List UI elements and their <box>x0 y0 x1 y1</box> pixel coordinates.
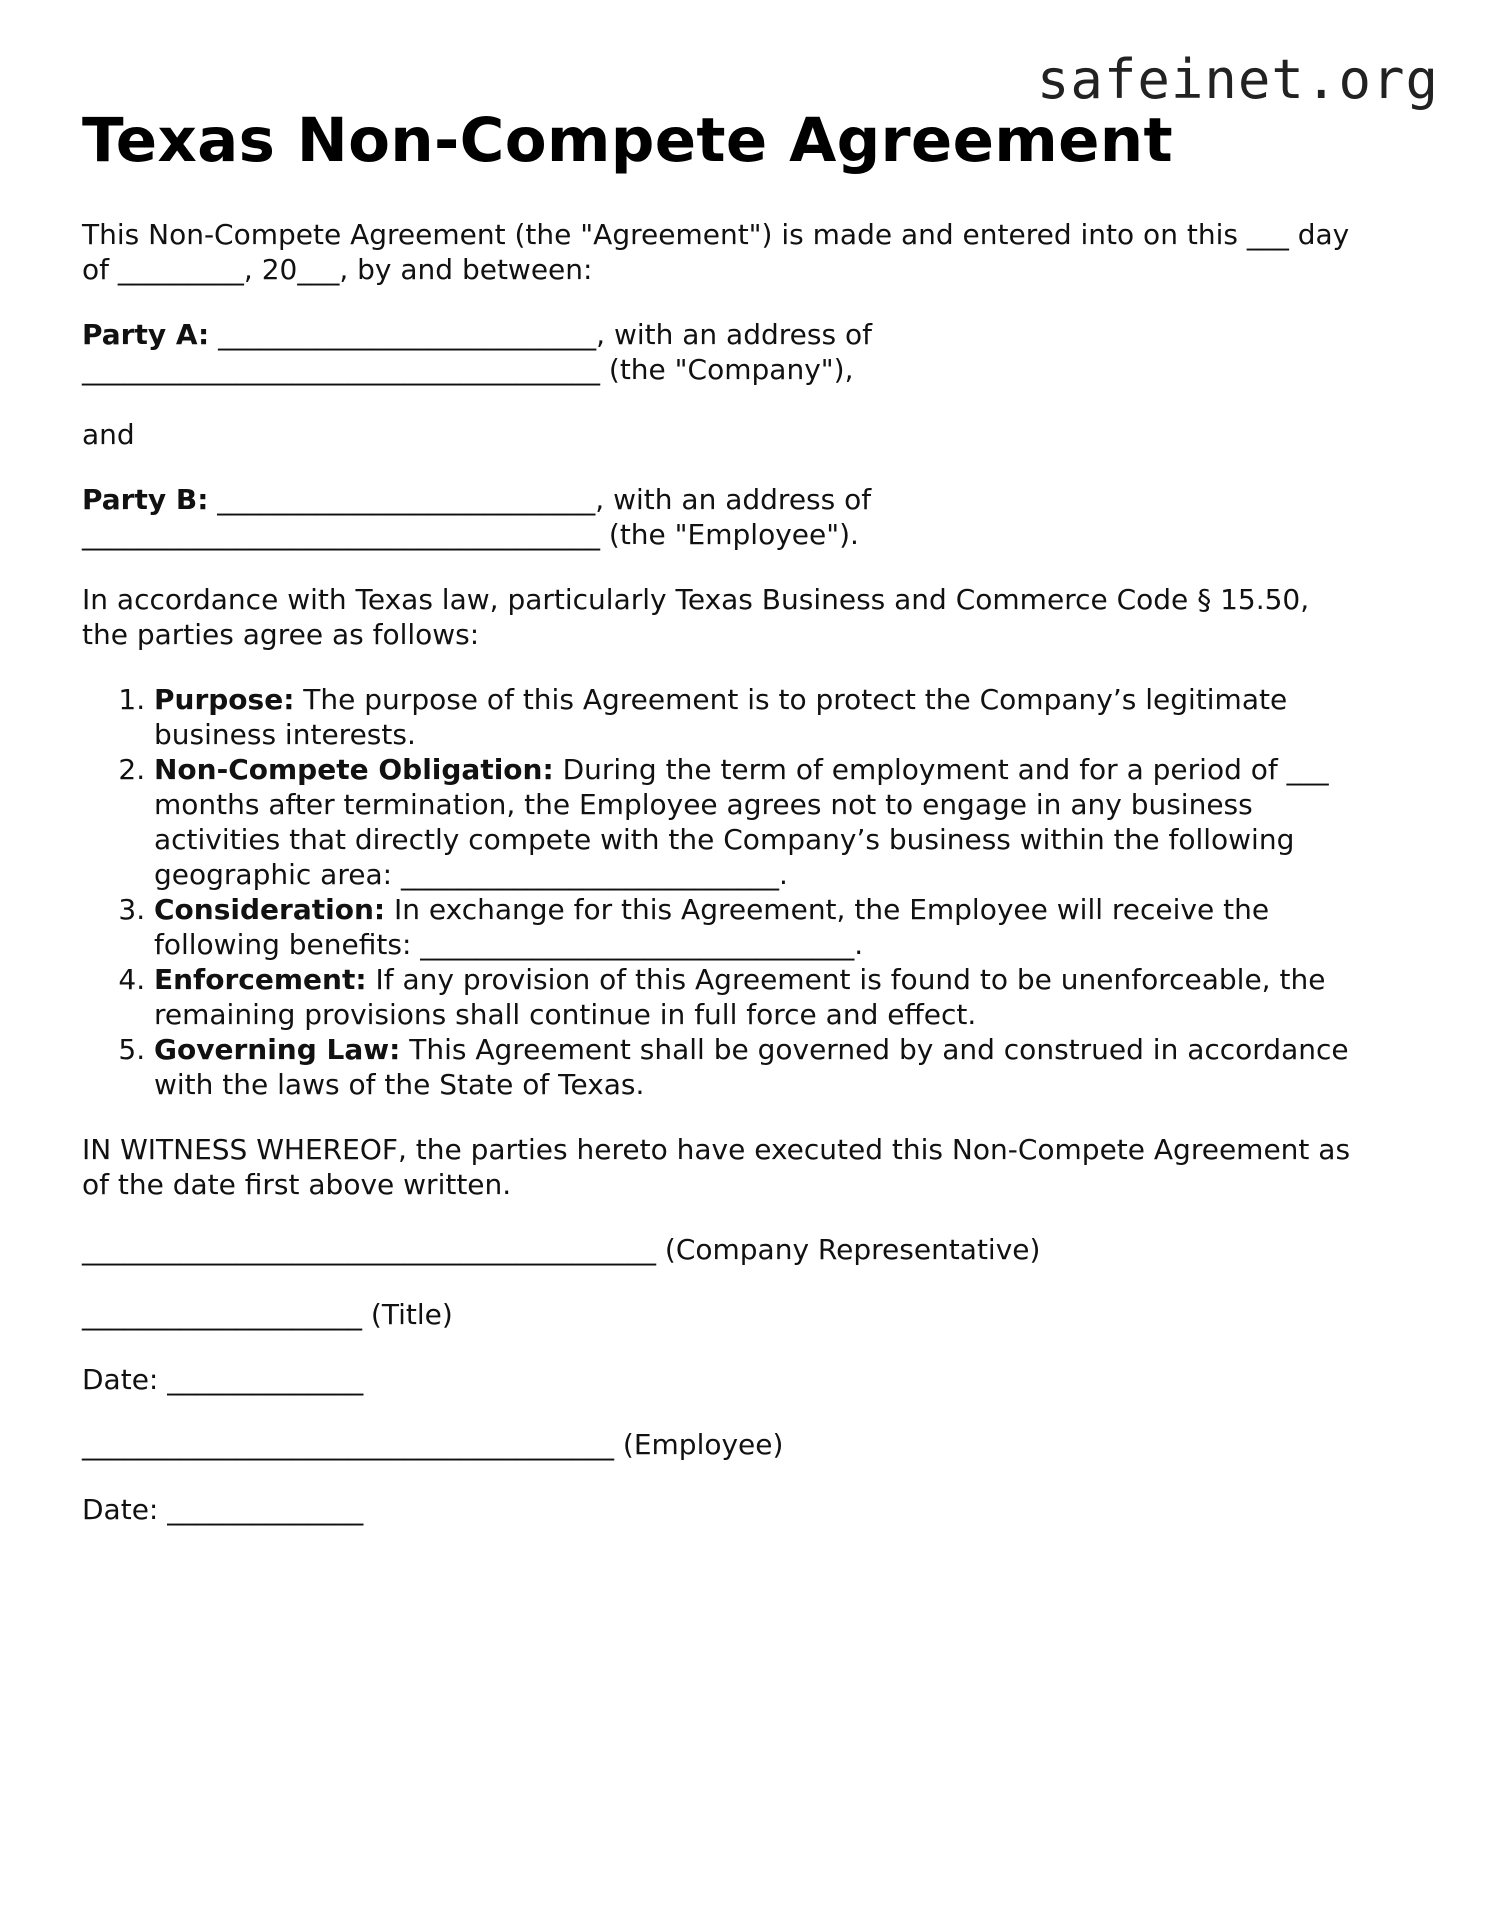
and-text: and <box>82 418 135 451</box>
clause-heading: Enforcement: <box>154 963 367 996</box>
law-line-1: In accordance with Texas law, particularly Texas Business and Commerce Code § 15.50, <box>82 583 1310 616</box>
party-a-paragraph <box>82 317 1412 387</box>
party-b-label: Party B: <box>82 483 209 516</box>
clause-enforcement <box>154 962 1412 1032</box>
intro-line-2: of _________, 20___, by and between: <box>82 253 593 286</box>
clause-text: months after termination, the Employee agrees not to engage in any business <box>154 788 1253 821</box>
law-line-2: the parties agree as follows: <box>82 618 480 651</box>
clause-text: If any provision of this Agreement is found to be unenforceable, the <box>366 963 1326 996</box>
clause-text: following benefits: _______________________________. <box>154 928 864 961</box>
document-title: Texas Non-Compete Agreement <box>82 105 1173 176</box>
clause-consideration <box>154 892 1412 962</box>
company-representative-signature-line: _________________________________________ (Company Representative) <box>82 1233 1041 1266</box>
clause-text: business interests. <box>154 718 416 751</box>
clause-heading: Governing Law: <box>154 1033 401 1066</box>
clause-text: This Agreement shall be governed by and construed in accordance <box>400 1033 1349 1066</box>
witness-line-2: of the date first above written. <box>82 1168 512 1201</box>
clause-text: activities that directly compete with the Company’s business within the following <box>154 823 1295 856</box>
intro-line-1: This Non-Compete Agreement (the "Agreement") is made and entered into on this ___ day <box>82 218 1350 251</box>
clause-text: During the term of employment and for a period of ___ <box>553 753 1329 786</box>
clause-non-compete <box>154 752 1412 892</box>
clause-heading: Purpose: <box>154 683 295 716</box>
witness-line-1: IN WITNESS WHEREOF, the parties hereto have executed this Non-Compete Agreement as <box>82 1133 1351 1166</box>
law-paragraph <box>82 582 1412 652</box>
clause-text: remaining provisions shall continue in full force and effect. <box>154 998 977 1031</box>
intro-paragraph <box>82 217 1412 287</box>
employee-signature-line: ______________________________________ (Employee) <box>82 1428 784 1461</box>
document-body <box>82 100 1412 1527</box>
title-signature-line: ____________________ (Title) <box>82 1298 453 1331</box>
clause-governing-law <box>154 1032 1412 1102</box>
watermark-text: safeinet.org <box>1036 48 1439 111</box>
clause-text: In exchange for this Agreement, the Employee will receive the <box>385 893 1270 926</box>
company-date-line: Date: ______________ <box>82 1363 364 1396</box>
party-a-label: Party A: <box>82 318 210 351</box>
party-b-line-1: ___________________________, with an address of <box>208 483 872 516</box>
clause-text: with the laws of the State of Texas. <box>154 1068 645 1101</box>
party-b-line-2: _____________________________________ (the "Employee"). <box>82 518 859 551</box>
employee-date-line: Date: ______________ <box>82 1493 364 1526</box>
clause-heading: Non-Compete Obligation: <box>154 753 554 786</box>
clauses-list <box>82 682 1412 1102</box>
clause-text: geographic area: ___________________________. <box>154 858 788 891</box>
party-b-paragraph <box>82 482 1412 552</box>
party-a-line-2: _____________________________________ (the "Company"), <box>82 353 854 386</box>
clause-heading: Consideration: <box>154 893 386 926</box>
clause-purpose <box>154 682 1412 752</box>
party-a-line-1: ___________________________, with an address of <box>209 318 872 351</box>
witness-paragraph <box>82 1132 1412 1202</box>
clause-text: The purpose of this Agreement is to protect the Company’s legitimate <box>294 683 1288 716</box>
